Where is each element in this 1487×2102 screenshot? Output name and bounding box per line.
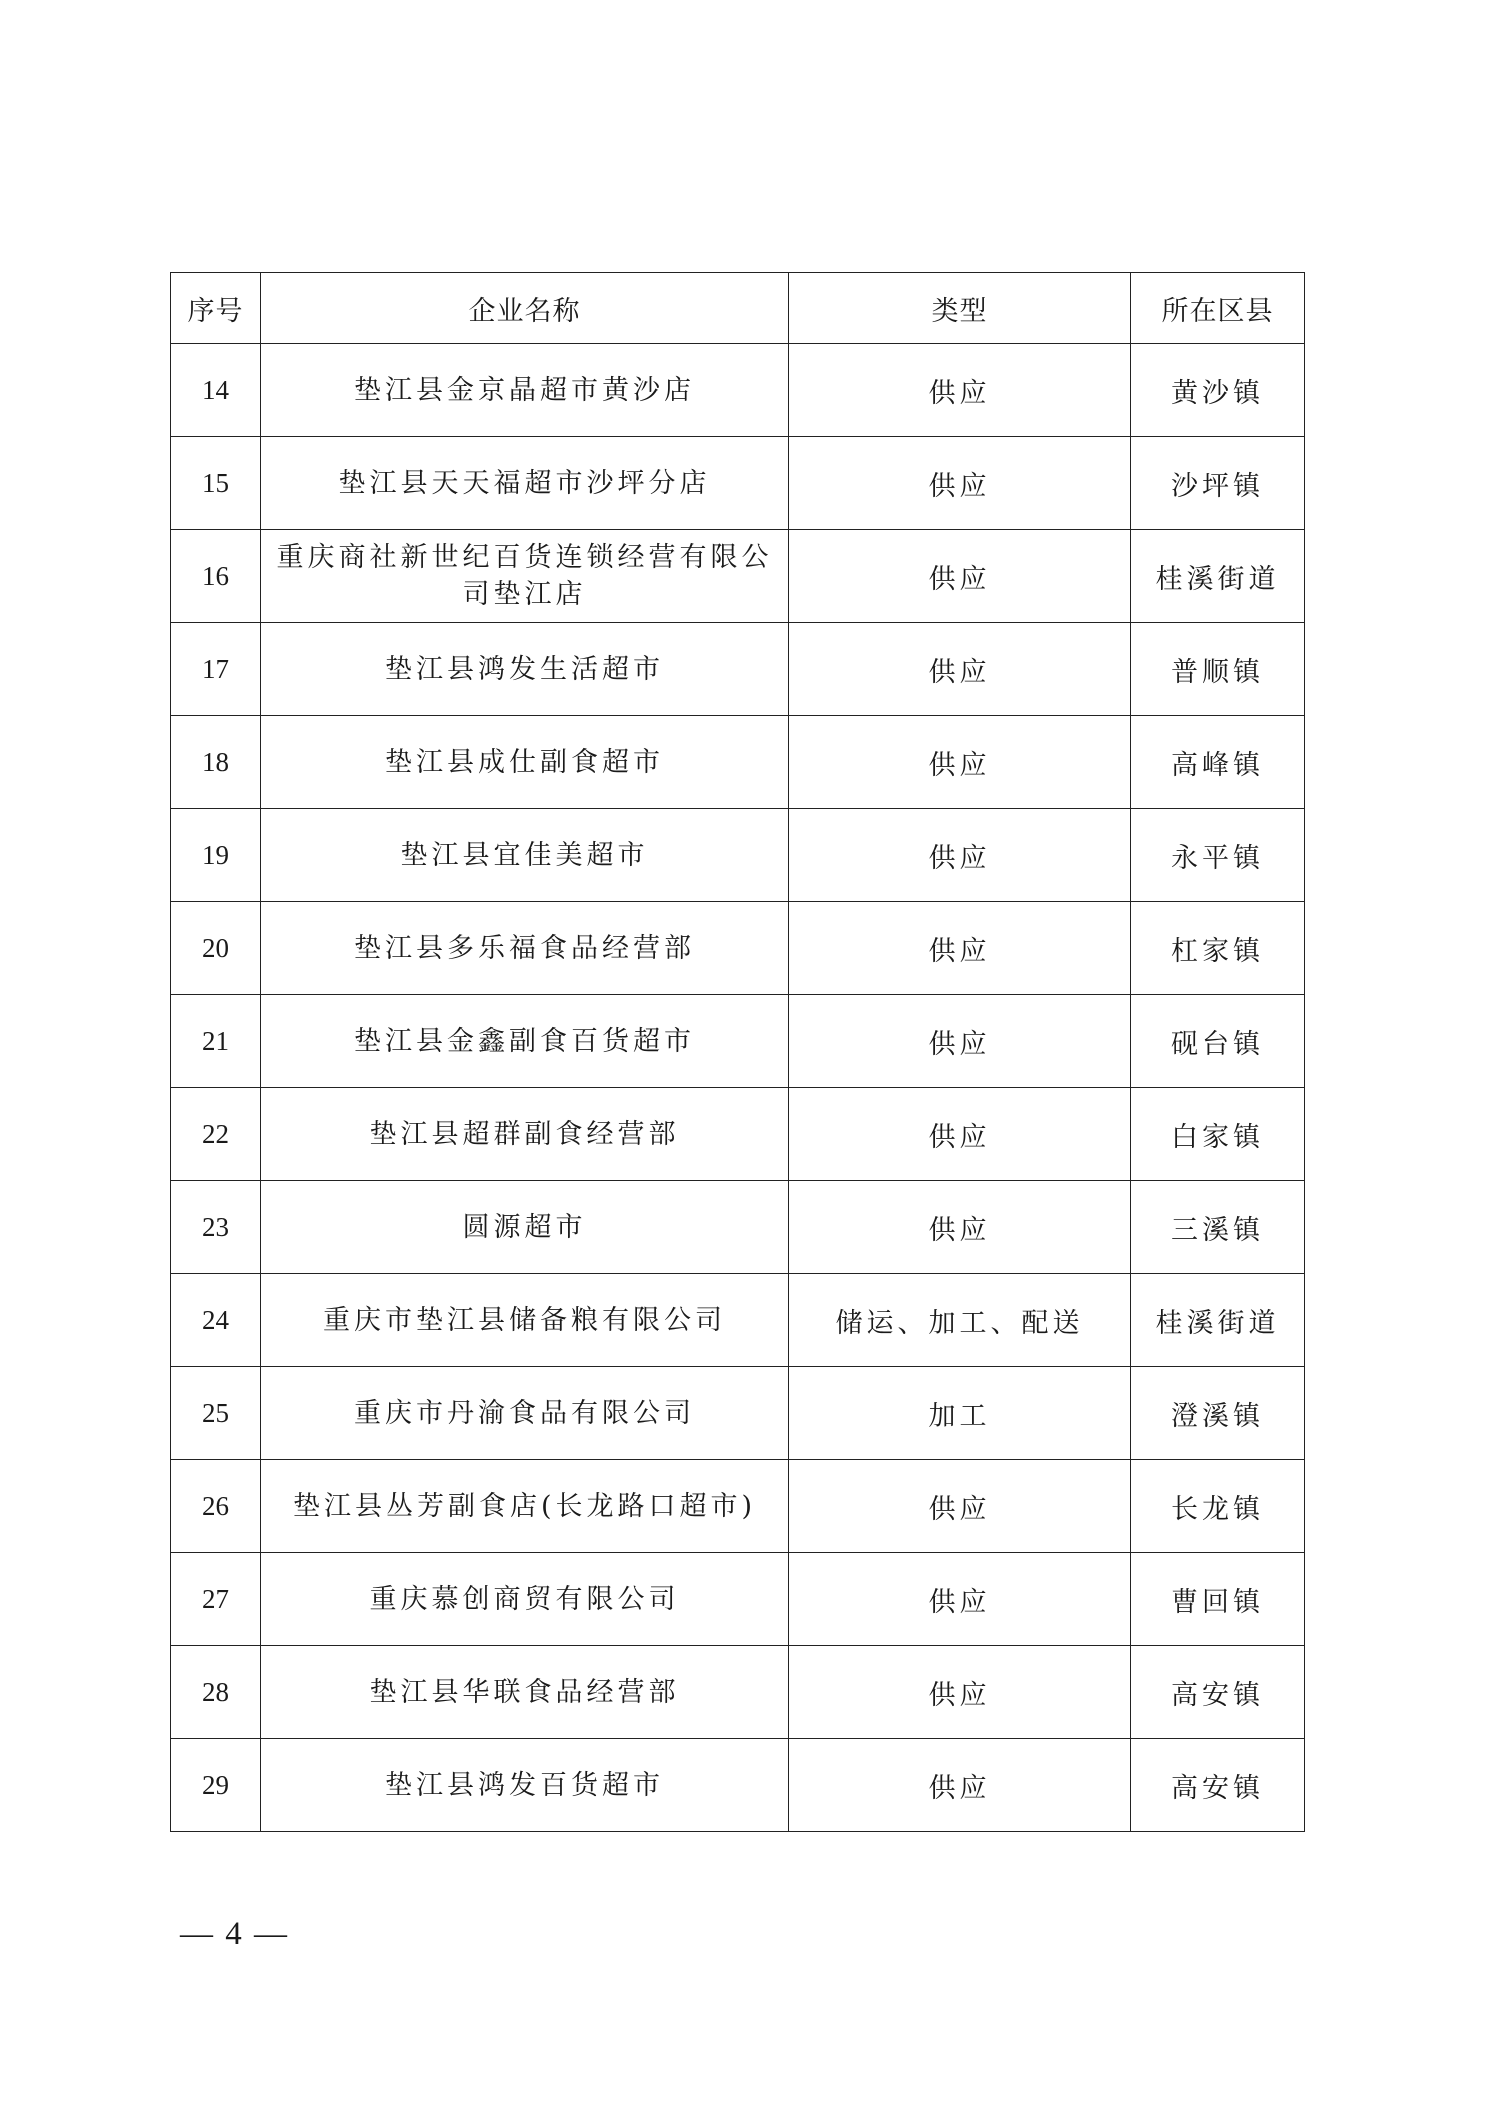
cell-type: 供应 xyxy=(789,1646,1131,1739)
cell-type: 供应 xyxy=(789,1739,1131,1832)
cell-type: 供应 xyxy=(789,995,1131,1088)
table-row xyxy=(171,344,1305,437)
header-location: 所在区县 xyxy=(1131,273,1305,344)
cell-location: 永平镇 xyxy=(1131,809,1305,902)
cell-seq: 26 xyxy=(171,1460,261,1553)
cell-seq: 19 xyxy=(171,809,261,902)
cell-location: 砚台镇 xyxy=(1131,995,1305,1088)
cell-seq: 21 xyxy=(171,995,261,1088)
cell-name: 垫江县成仕副食超市 xyxy=(261,716,789,809)
cell-name: 垫江县金京晶超市黄沙店 xyxy=(261,344,789,437)
cell-seq: 29 xyxy=(171,1739,261,1832)
cell-location: 高峰镇 xyxy=(1131,716,1305,809)
cell-type: 供应 xyxy=(789,716,1131,809)
cell-seq: 15 xyxy=(171,437,261,530)
table-row xyxy=(171,1553,1305,1646)
cell-type: 供应 xyxy=(789,344,1131,437)
cell-seq: 16 xyxy=(171,530,261,623)
cell-location: 高安镇 xyxy=(1131,1646,1305,1739)
cell-name: 重庆市丹渝食品有限公司 xyxy=(261,1367,789,1460)
table-row xyxy=(171,623,1305,716)
cell-seq: 17 xyxy=(171,623,261,716)
table-row xyxy=(171,530,1305,623)
cell-name: 垫江县丛芳副食店(长龙路口超市) xyxy=(261,1460,789,1553)
cell-name: 垫江县鸿发百货超市 xyxy=(261,1739,789,1832)
cell-location: 黄沙镇 xyxy=(1131,344,1305,437)
cell-name: 重庆慕创商贸有限公司 xyxy=(261,1553,789,1646)
cell-name: 重庆市垫江县储备粮有限公司 xyxy=(261,1274,789,1367)
table-row xyxy=(171,1181,1305,1274)
cell-type: 供应 xyxy=(789,902,1131,995)
cell-location: 沙坪镇 xyxy=(1131,437,1305,530)
cell-name: 垫江县多乐福食品经营部 xyxy=(261,902,789,995)
table-row xyxy=(171,437,1305,530)
cell-seq: 18 xyxy=(171,716,261,809)
cell-seq: 14 xyxy=(171,344,261,437)
table-row xyxy=(171,1274,1305,1367)
cell-seq: 25 xyxy=(171,1367,261,1460)
cell-location: 桂溪街道 xyxy=(1131,530,1305,623)
cell-seq: 24 xyxy=(171,1274,261,1367)
enterprise-table xyxy=(170,272,1305,1832)
header-type: 类型 xyxy=(789,273,1131,344)
cell-name: 垫江县金鑫副食百货超市 xyxy=(261,995,789,1088)
cell-seq: 22 xyxy=(171,1088,261,1181)
table-row xyxy=(171,1739,1305,1832)
cell-type: 供应 xyxy=(789,530,1131,623)
cell-type: 供应 xyxy=(789,1088,1131,1181)
cell-name: 垫江县宜佳美超市 xyxy=(261,809,789,902)
table-row xyxy=(171,902,1305,995)
cell-location: 白家镇 xyxy=(1131,1088,1305,1181)
cell-type: 供应 xyxy=(789,1181,1131,1274)
cell-location: 普顺镇 xyxy=(1131,623,1305,716)
cell-name: 圆源超市 xyxy=(261,1181,789,1274)
cell-type: 加工 xyxy=(789,1367,1131,1460)
cell-location: 杠家镇 xyxy=(1131,902,1305,995)
cell-name: 垫江县鸿发生活超市 xyxy=(261,623,789,716)
cell-name: 垫江县超群副食经营部 xyxy=(261,1088,789,1181)
cell-seq: 23 xyxy=(171,1181,261,1274)
cell-name: 重庆商社新世纪百货连锁经营有限公司垫江店 xyxy=(261,530,789,623)
cell-type: 供应 xyxy=(789,1553,1131,1646)
table-row xyxy=(171,809,1305,902)
cell-seq: 28 xyxy=(171,1646,261,1739)
cell-location: 澄溪镇 xyxy=(1131,1367,1305,1460)
cell-location: 三溪镇 xyxy=(1131,1181,1305,1274)
cell-location: 桂溪街道 xyxy=(1131,1274,1305,1367)
cell-seq: 27 xyxy=(171,1553,261,1646)
table-row xyxy=(171,1367,1305,1460)
cell-seq: 20 xyxy=(171,902,261,995)
cell-type: 供应 xyxy=(789,1460,1131,1553)
header-name: 企业名称 xyxy=(261,273,789,344)
cell-type: 供应 xyxy=(789,809,1131,902)
cell-type: 储运、加工、配送 xyxy=(789,1274,1131,1367)
table-header-row xyxy=(171,273,1305,344)
cell-location: 高安镇 xyxy=(1131,1739,1305,1832)
table-row xyxy=(171,1646,1305,1739)
header-seq: 序号 xyxy=(171,273,261,344)
table-row xyxy=(171,1088,1305,1181)
cell-location: 曹回镇 xyxy=(1131,1553,1305,1646)
cell-name: 垫江县华联食品经营部 xyxy=(261,1646,789,1739)
cell-type: 供应 xyxy=(789,437,1131,530)
cell-location: 长龙镇 xyxy=(1131,1460,1305,1553)
cell-name: 垫江县天天福超市沙坪分店 xyxy=(261,437,789,530)
table-row xyxy=(171,995,1305,1088)
page-number: — 4 — xyxy=(180,1916,289,1952)
table-row xyxy=(171,716,1305,809)
cell-type: 供应 xyxy=(789,623,1131,716)
table-row xyxy=(171,1460,1305,1553)
